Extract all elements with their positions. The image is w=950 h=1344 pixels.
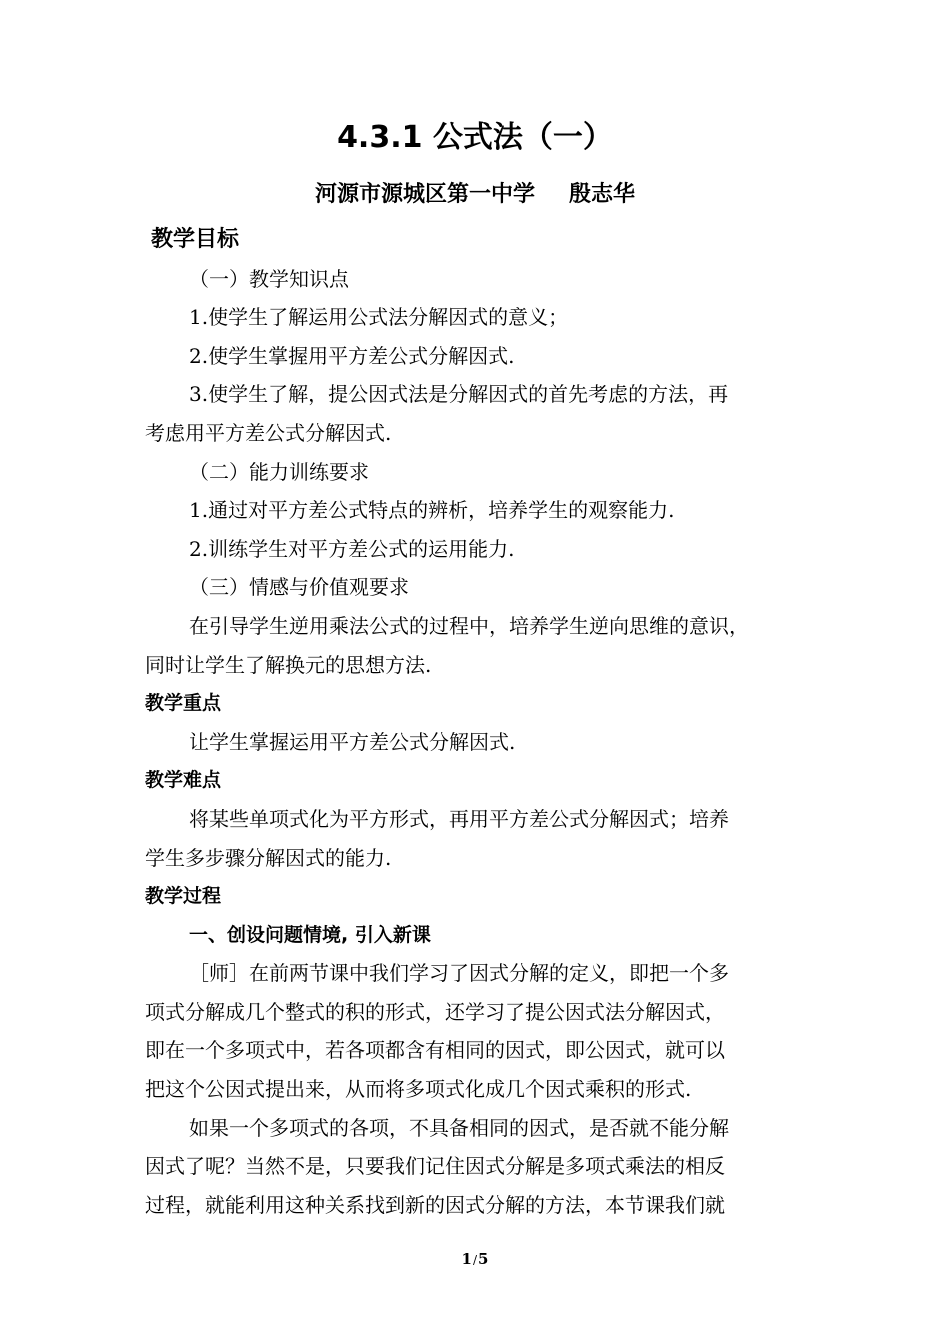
emotion-line-2: 同时让学生了解换元的思想方法. xyxy=(145,652,432,677)
paragraph-2-line-2: 因式了呢？当然不是，只要我们记住因式分解是多项式乘法的相反 xyxy=(145,1154,725,1179)
heading-difficulties: 教学难点 xyxy=(145,769,222,792)
paragraph-1-line-3: 即在一个多项式中，若各项都含有相同的因式，即公因式，就可以 xyxy=(145,1038,725,1063)
document-title: 4.3.1 公式法（一） xyxy=(337,120,613,155)
ability-item-2: 2.训练学生对平方差公式的运用能力. xyxy=(189,536,515,561)
subheading-knowledge: （一）教学知识点 xyxy=(189,266,349,291)
difficulties-line-1: 将某些单项式化为平方形式，再用平方差公式分解因式；培养 xyxy=(189,806,729,831)
knowledge-item-3-line-2: 考虑用平方差公式分解因式. xyxy=(145,420,392,445)
paragraph-1-line-1: ［师］在前两节课中我们学习了因式分解的定义，即把一个多 xyxy=(189,961,729,986)
emotion-line-1: 在引导学生逆用乘法公式的过程中，培养学生逆向思维的意识， xyxy=(189,613,749,638)
paragraph-2-line-3: 过程，就能利用这种关系找到新的因式分解的方法，本节课我们就 xyxy=(145,1192,725,1217)
page-total: 5 xyxy=(478,1250,489,1268)
subheading-emotion: （三）情感与价值观要求 xyxy=(189,575,409,600)
page-number xyxy=(0,1249,950,1270)
knowledge-item-2: 2.使学生掌握用平方差公式分解因式. xyxy=(189,343,515,368)
page-separator: / xyxy=(472,1253,478,1267)
knowledge-item-1: 1.使学生了解运用公式法分解因式的意义； xyxy=(189,305,569,330)
process-step-1-heading: 一、创设问题情境, 引入新课 xyxy=(189,923,431,946)
page-current: 1 xyxy=(461,1250,472,1268)
ability-item-1: 1.通过对平方差公式特点的辨析，培养学生的观察能力. xyxy=(189,498,675,523)
knowledge-item-3-line-1: 3.使学生了解，提公因式法是分解因式的首先考虑的方法，再 xyxy=(189,382,729,407)
author-line xyxy=(0,178,950,212)
paragraph-2-line-1: 如果一个多项式的各项，不具备相同的因式，是否就不能分解 xyxy=(189,1115,729,1140)
heading-objectives: 教学目标 xyxy=(151,227,240,252)
heading-key-points: 教学重点 xyxy=(145,692,222,715)
key-points-text: 让学生掌握运用平方差公式分解因式. xyxy=(189,729,516,754)
document-body xyxy=(145,221,815,1224)
heading-process: 教学过程 xyxy=(145,885,222,908)
author-name: 殷志华 xyxy=(569,182,636,207)
paragraph-1-line-2: 项式分解成几个整式的积的形式，还学习了提公因式法分解因式， xyxy=(145,999,725,1024)
subheading-ability: （二）能力训练要求 xyxy=(189,459,369,484)
paragraph-1-line-4: 把这个公因式提出来，从而将多项式化成几个因式乘积的形式. xyxy=(145,1077,692,1102)
author-school: 河源市源城区第一中学 xyxy=(314,182,535,207)
difficulties-line-2: 学生多步骤分解因式的能力. xyxy=(145,845,392,870)
